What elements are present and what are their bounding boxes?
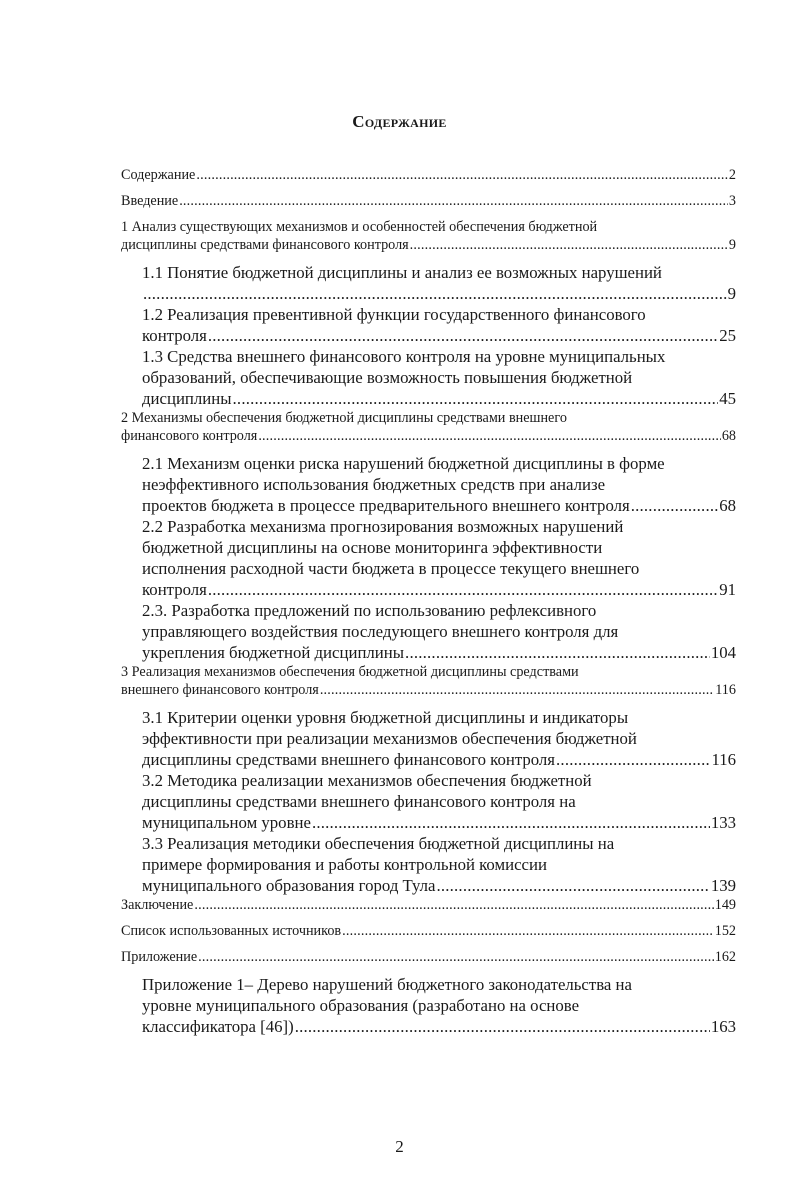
dot-leader [436, 875, 709, 896]
toc-entry-text-line: Приложение [121, 949, 198, 965]
toc-entry[interactable] [142, 304, 736, 346]
dot-leader [410, 236, 728, 254]
dot-leader [196, 166, 728, 184]
toc-entry[interactable] [142, 707, 736, 770]
toc-entry[interactable] [142, 346, 736, 409]
toc-entry-text-line: образований, обеспечивающие возможность повышения бюджетной [142, 368, 633, 387]
toc-entry-leader-row [142, 325, 736, 346]
toc-entry-page: 68 [721, 428, 736, 444]
toc-entry-page: 104 [710, 643, 736, 662]
toc-entry[interactable] [142, 770, 736, 833]
toc-entry-text-line: контроля [142, 326, 207, 345]
toc-entry-leader-row [142, 579, 736, 600]
dot-leader [198, 948, 714, 966]
dot-leader [258, 427, 721, 445]
toc-entry-leader-row [121, 236, 736, 254]
toc-entry-text-line: 2 Механизмы обеспечения бюджетной дисциплины средствами внешнего [121, 410, 567, 426]
toc-entry-text-line: Приложение 1– Дерево нарушений бюджетного законодательства на [142, 975, 632, 994]
toc-entry-text-line: примере формирования и работы контрольной комиссии [142, 855, 547, 874]
toc-entry-text-line: эффективности при реализации механизмов обеспечения бюджетной [142, 729, 637, 748]
toc-entry[interactable] [121, 948, 736, 966]
toc-entry-text-line: 3 Реализация механизмов обеспечения бюджетной дисциплины средствами [121, 664, 579, 680]
toc-entry[interactable] [142, 516, 736, 600]
toc-entry-leader-row [142, 1016, 736, 1037]
toc-entry-text-line: 3.1 Критерии оценки уровня бюджетной дисциплины и индикаторы [142, 708, 629, 727]
toc-entry[interactable] [121, 192, 736, 210]
toc-entry-leader-row [121, 896, 736, 914]
toc-entry-text-line: 2.2 Разработка механизма прогнозирования возможных нарушений [142, 517, 624, 536]
toc-entry-text-line: внешнего финансового контроля [121, 682, 319, 698]
toc-entry-text-line: 1.1 Понятие бюджетной дисциплины и анализ ее возможных нарушений [142, 263, 662, 282]
toc-entry-leader-row [121, 948, 736, 966]
toc-entry-page: 152 [714, 923, 736, 939]
toc-entry[interactable] [121, 218, 736, 254]
toc-entry[interactable] [142, 600, 736, 663]
toc-entry-text-line: 3.3 Реализация методики обеспечения бюджетной дисциплины на [142, 834, 615, 853]
dot-leader [312, 812, 710, 833]
toc-entry[interactable] [142, 262, 736, 304]
toc-entry-leader-row [142, 283, 736, 304]
toc-entry-leader-row [142, 642, 736, 663]
toc-entry-leader-row [142, 875, 736, 896]
toc-entry-leader-row [121, 922, 736, 940]
toc-entry-text-line: бюджетной дисциплины на основе мониторинга эффективности [142, 538, 603, 557]
toc-entry-leader-row [121, 192, 736, 210]
dot-leader [208, 325, 718, 346]
toc-entry-text-line: финансового контроля [121, 428, 258, 444]
toc-entry-page: 9 [727, 284, 736, 303]
toc-entry-page: 68 [719, 496, 736, 515]
toc-entry[interactable] [142, 974, 736, 1037]
toc-entry-text-line: исполнения расходной части бюджета в процессе текущего внешнего [142, 559, 640, 578]
toc-entry-leader-row [121, 681, 736, 699]
dot-leader [631, 495, 719, 516]
toc-entry-text-line: контроля [142, 580, 207, 599]
toc-entry-leader-row [142, 495, 736, 516]
table-of-contents [121, 166, 736, 1037]
dot-leader [320, 681, 714, 699]
toc-entry-text-line: Введение [121, 193, 179, 209]
toc-entry-leader-row [142, 749, 736, 770]
toc-entry[interactable] [121, 896, 736, 914]
toc-entry-page: 133 [710, 813, 736, 832]
toc-entry[interactable] [121, 166, 736, 184]
toc-entry-text-line: Заключение [121, 897, 194, 913]
toc-entry-text-line: неэффективного использования бюджетных средств при анализе [142, 475, 606, 494]
toc-entry-page: 116 [711, 750, 736, 769]
toc-entry[interactable] [121, 922, 736, 940]
toc-entry-leader-row [142, 388, 736, 409]
toc-entry-page: 25 [719, 326, 736, 345]
toc-entry-text-line: 2.1 Механизм оценки риска нарушений бюджетной дисциплины в форме [142, 454, 665, 473]
toc-entry-page: 91 [719, 580, 736, 599]
toc-entry[interactable] [142, 833, 736, 896]
toc-entry-text-line: уровне муниципального образования (разработано на основе [142, 996, 580, 1015]
toc-entry[interactable] [142, 453, 736, 516]
toc-entry-leader-row [142, 812, 736, 833]
toc-entry-text-line: дисциплины [142, 389, 232, 408]
toc-entry[interactable] [121, 409, 736, 445]
toc-entry-page: 162 [714, 949, 736, 965]
toc-entry-page: 45 [719, 389, 736, 408]
toc-entry-page: 149 [714, 897, 736, 913]
toc-entry-text-line: укрепления бюджетной дисциплины [142, 643, 405, 662]
dot-leader [295, 1016, 710, 1037]
dot-leader [233, 388, 719, 409]
page-number: 2 [395, 1137, 404, 1156]
toc-entry-page: 9 [728, 237, 736, 253]
toc-entry-page: 139 [710, 876, 736, 895]
toc-entry-text-line: 1.3 Средства внешнего финансового контроля на уровне муниципальных [142, 347, 666, 366]
toc-entry-text-line: 2.3. Разработка предложений по использованию рефлексивного [142, 601, 597, 620]
toc-entry-text-line: дисциплины средствами финансового контроля [121, 237, 409, 253]
toc-entry-leader-row [121, 166, 736, 184]
dot-leader [143, 283, 727, 304]
dot-leader [194, 896, 713, 914]
dot-leader [342, 922, 714, 940]
toc-entry-leader-row [121, 427, 736, 445]
toc-entry-text-line: Содержание [121, 167, 196, 183]
toc-entry-text-line: проектов бюджета в процессе предварительного внешнего контроля [142, 496, 630, 515]
toc-entry-text-line: муниципального образования город Тула [142, 876, 436, 895]
toc-entry-text-line: 3.2 Методика реализации механизмов обеспечения бюджетной [142, 771, 592, 790]
toc-entry[interactable] [121, 663, 736, 699]
toc-entry-text-line: дисциплины средствами внешнего финансового контроля [142, 750, 556, 769]
toc-entry-text-line: классификатора [46]) [142, 1017, 294, 1036]
toc-entry-text-line: 1 Анализ существующих механизмов и особенностей обеспечения бюджетной [121, 219, 598, 235]
dot-leader [405, 642, 710, 663]
toc-entry-page: 3 [728, 193, 736, 209]
toc-entry-page: 116 [715, 682, 736, 698]
toc-entry-text-line: 1.2 Реализация превентивной функции государственного финансового [142, 305, 646, 324]
toc-entry-text-line: Список использованных источников [121, 923, 342, 939]
toc-entry-page: 2 [728, 167, 736, 183]
toc-entry-text-line: управляющего воздействия последующего внешнего контроля для [142, 622, 619, 641]
page-title: Содержание [352, 112, 447, 131]
dot-leader [208, 579, 718, 600]
toc-entry-page: 163 [710, 1017, 736, 1036]
dot-leader [179, 192, 728, 210]
toc-entry-text-line: муниципальном уровне [142, 813, 311, 832]
toc-entry-text-line: дисциплины средствами внешнего финансового контроля на [142, 792, 576, 811]
dot-leader [556, 749, 710, 770]
